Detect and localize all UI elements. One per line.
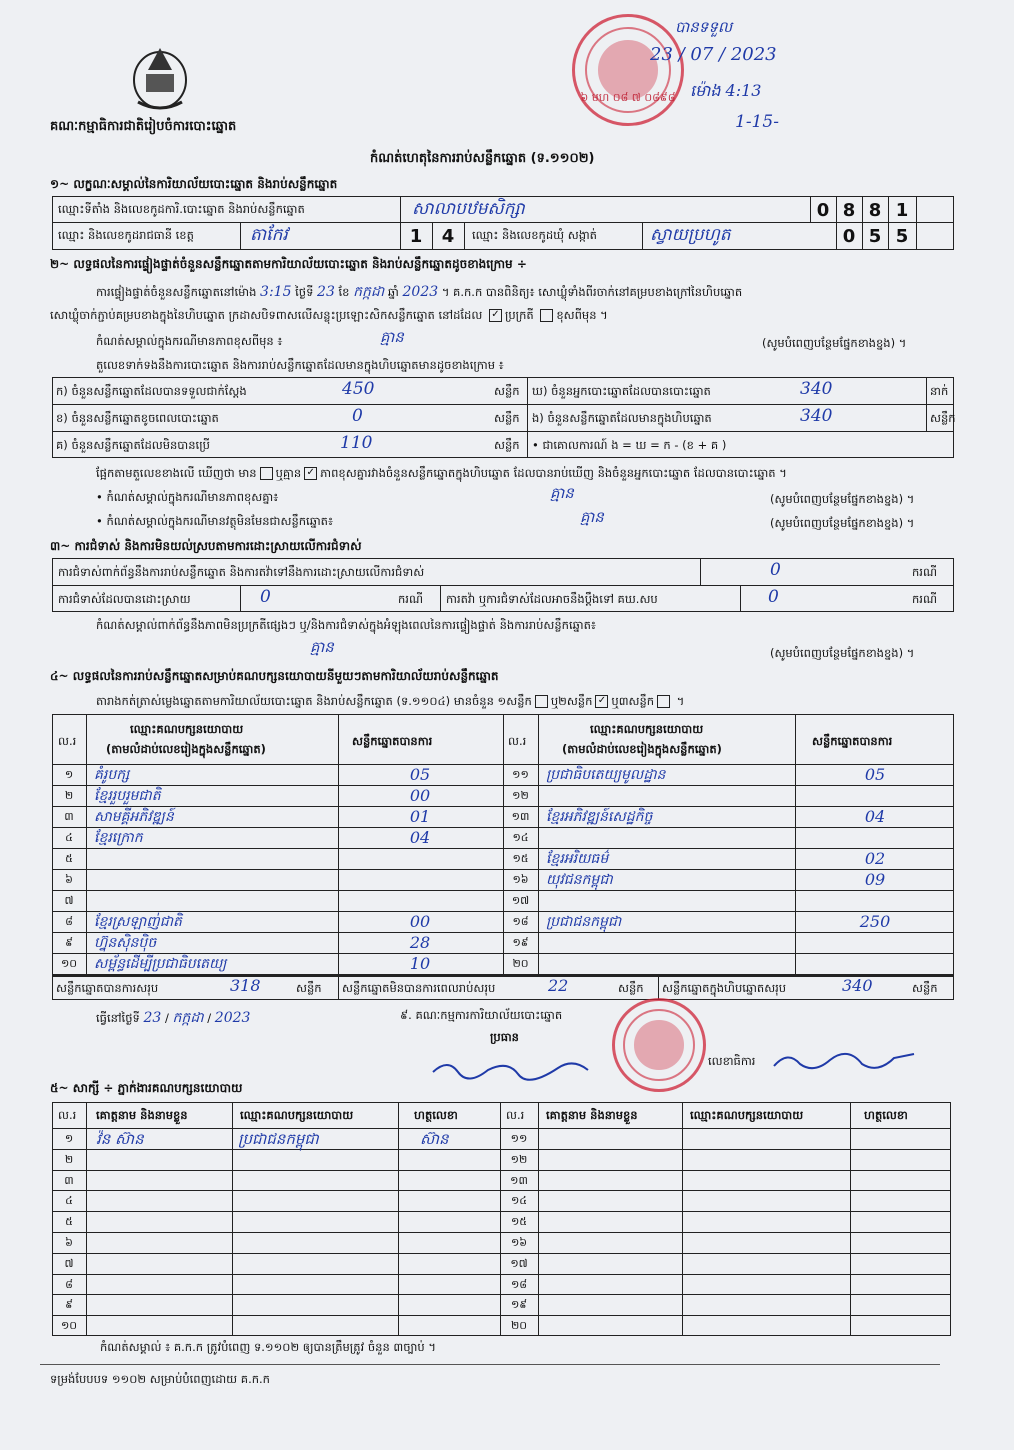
witness-row-number: ៦ — [65, 1236, 73, 1249]
w-col-party: ឈ្មោះគណបក្សនយោបាយ — [240, 1108, 354, 1122]
party-name: យុវជនកម្ពុជា — [546, 872, 613, 888]
people-unit: នាក់ — [930, 384, 949, 398]
row-number: ១៨ — [512, 915, 529, 928]
cases-unit: ករណី — [398, 592, 423, 606]
witness-row-number: ១១ — [510, 1132, 528, 1145]
w-col-sign: ហត្ថលេខា — [414, 1108, 458, 1122]
party-votes: 28 — [409, 933, 431, 952]
party-name: ខ្មែរអរិយធម៌ — [546, 851, 609, 867]
province-label: ឈ្មោះ និងលេខកូដរាជធានី ខេត្ត — [58, 228, 194, 242]
chair-signature-icon — [428, 1050, 598, 1090]
unit-label: សន្លឹក — [930, 411, 956, 425]
col-party-header: ឈ្មោះគណបក្សនយោបាយ — [590, 722, 704, 736]
objections-label: ការជំទាស់ពាក់ព័ន្ធនឹងការរាប់សន្លឹកឆ្នោត និងការតវ៉ាទៅនឹងការដោះស្រាយលើការជំទាស់ — [58, 565, 425, 579]
result-intro: តួលេខទាក់ទងនឹងការបោះឆ្នោត និងការរាប់សន្លឹកឆ្នោតដែលមានក្នុងហិបឆ្នោតមានដូចខាងក្រោម ៖ — [96, 358, 504, 372]
official-stamp: ៦ មហ ០៨ ៧ ០៨៩៨ — [572, 14, 684, 126]
row-number: ១៣ — [511, 810, 530, 823]
same-checkbox[interactable]: ✓ — [489, 309, 502, 322]
verify-line2: សោឃ្លុំចាក់ភ្ជាប់គម្របខាងក្នុងនៃហិបឆ្នោត ក្រដាសបិទពាសលើសន្លុះប្រឡោះសិកសន្លឹកឆ្នោត នៅដដែល ✓ ប្រក្រតី ខុសពីមុន ។ — [50, 308, 608, 322]
party-name: សាមគ្គីអភិវឌ្ឍន៍ — [94, 809, 174, 825]
totals-row — [52, 976, 954, 1000]
party-name: ខ្មែរក្រោក — [94, 830, 143, 846]
station-code-digit: 0 — [816, 200, 830, 221]
row-number: ១៦ — [512, 873, 529, 886]
row-number: ១៩ — [512, 936, 529, 949]
tally-sheet-count: តារាងកត់ត្រាស់ម្លេងឆ្នោតតាមការិយាល័យបោះឆ្នោត និងរាប់សន្លឹកឆ្នោត (ទ.១១០៤) មានចំនួន ១សន្លឹក ឬ២សន្លឹក ✓ ឬ៣សន្លឹក ។ — [96, 694, 685, 708]
unit-label: សន្លឹក — [494, 411, 520, 425]
w-col-no: ល.រ — [58, 1108, 77, 1122]
station-code-digit: 8 — [842, 200, 856, 221]
party-votes: 10 — [409, 954, 431, 973]
received-note: បានទទួល — [675, 18, 733, 36]
witness-row-number: ៧ — [64, 1257, 74, 1270]
irregularity-note-value: គ្មាន — [310, 638, 334, 656]
three-sheets-checkbox[interactable] — [657, 695, 670, 708]
discrepancy-yes-checkbox[interactable] — [260, 467, 273, 480]
received-time: ម៉ោង 4:13 — [690, 81, 762, 100]
commune-label: ឈ្មោះ និងលេខកូដឃុំ សង្កាត់ — [472, 228, 597, 242]
row-number: ១០ — [60, 957, 78, 970]
station-code-digit: 1 — [895, 200, 909, 221]
witness-row-number: ១២ — [510, 1153, 528, 1166]
row-number: ៧ — [64, 894, 74, 907]
verify-time: 3:15 — [260, 284, 292, 300]
received-signature: 1-15- — [735, 112, 779, 132]
note3-label: • កំណត់សម្គាល់ក្នុងករណីមានវត្ថុមិនមែនជាសន្លឹកឆ្នោត៖ — [96, 514, 334, 528]
verify-day: 23 — [317, 284, 335, 300]
witness-row-number: ១០ — [60, 1319, 78, 1332]
form-note: ទម្រង់បែបបទ ១១០២ សម្រាប់បំពេញដោយ គ.ក.ក — [50, 1372, 270, 1386]
witness1-name: វ៉ន ស៊ាន — [96, 1130, 144, 1148]
row-number: ១១ — [512, 768, 529, 781]
verify-year: 2023 — [402, 284, 439, 300]
section3-title: ៣~ ការជំទាស់ និងការមិនយល់ស្របតាមការដោះស្រាយលើការជំទាស់ — [50, 539, 362, 553]
row-number: ១៤ — [512, 831, 529, 844]
w-col-name: គោត្តនាម និងនាមខ្លួន — [96, 1108, 188, 1122]
fill-more-note: (សូមបំពេញបន្ថែមផ្នែកខាងខ្នង) ។ — [762, 336, 907, 350]
box-ballots-label: ង) ចំនួនសន្លឹកឆ្នោតដែលមានក្នុងហិបឆ្នោត — [532, 411, 712, 425]
row-number: ១២ — [512, 789, 529, 802]
witness-row-number: ១៦ — [510, 1236, 528, 1249]
party-name: គំរូបក្ស — [94, 767, 130, 783]
row-number: ៥ — [65, 852, 73, 865]
col-votes-header: សន្លឹកឆ្នោតបានការ — [812, 734, 893, 748]
committee-label: ៩. គណៈកម្មការការិយាល័យបោះឆ្នោត — [400, 1008, 563, 1022]
fill-more-note: (សូមបំពេញបន្ថែមផ្នែកខាងខ្នង) ។ — [770, 646, 915, 660]
witness-row-number: ១៩ — [510, 1298, 528, 1311]
party-name: ខ្មែរស្រឡាញ់ជាតិ — [94, 914, 182, 930]
party-name: ប្រជាធិបតេយ្យមូលដ្ឋាន — [546, 767, 666, 783]
witness-row-number: ១៣ — [510, 1174, 528, 1187]
resolved-value: 0 — [260, 587, 271, 607]
voters-value: 340 — [800, 379, 833, 399]
row-number: ៨ — [65, 915, 73, 928]
witness-row-number: ២ — [64, 1153, 74, 1166]
section2-title: ២~ លទ្ធផលនៃការផ្ទៀងផ្ទាត់ចំនួនសន្លឹកឆ្នោតតាមការិយាល័យបោះឆ្នោត និងរាប់សន្លឹកឆ្នោតដូចខាងក្រោម ÷ — [50, 257, 527, 271]
party-votes: 04 — [409, 828, 431, 847]
party-votes: 09 — [864, 870, 886, 889]
party-name: ខ្មែររួបរួមជាតិ — [94, 788, 161, 804]
commune-code-digit: 5 — [868, 226, 882, 247]
commune-value: ស្វាយប្រហូត — [650, 225, 731, 245]
received-ballots-label: ក) ចំនួនសន្លឹកឆ្នោតដែលបានទទួលជាក់ស្តែង — [56, 384, 247, 398]
province-value: តាកែវ — [250, 225, 288, 245]
formula-note: • ជាគោលការណ៍ ង = ឃ = ក - (ខ + គ ) — [532, 438, 727, 452]
note1-label: កំណត់សម្គាល់ក្នុងករណីមានភាពខុសពីមុន ៖ — [96, 334, 283, 348]
chair-label: ប្រធាន — [490, 1030, 519, 1044]
w-col-sign: ហត្ថលេខា — [864, 1108, 908, 1122]
box-total-label: សន្លឹកឆ្នោតក្នុងហិបឆ្នោតសរុប — [662, 981, 787, 995]
party-votes: 05 — [864, 765, 886, 784]
station-name-value: សាលាបឋមសិក្សា — [412, 199, 525, 219]
commune-code-digit: 0 — [842, 226, 856, 247]
party-votes: 04 — [864, 807, 886, 826]
one-sheet-checkbox[interactable] — [535, 695, 548, 708]
commune-code-digit: 5 — [895, 226, 909, 247]
objections-value: 0 — [770, 560, 781, 580]
received-ballots-value: 450 — [342, 379, 375, 399]
org-name: គណៈកម្មាធិការជាតិរៀបចំការបោះឆ្នោត — [50, 119, 237, 134]
party-votes: 00 — [409, 912, 431, 931]
party-votes: 250 — [859, 912, 891, 931]
invalid-total-value: 22 — [548, 976, 569, 995]
doc-title: កំណត់ហេតុនៃការរាប់សន្លឹកឆ្នោត (ទ.១១០២) — [370, 151, 595, 166]
party-votes: 01 — [409, 807, 431, 826]
station-name-label: ឈ្មោះទីតាំង និងលេខកូដការិ.បោះឆ្នោត និងរាប់សន្លឹកឆ្នោត — [58, 202, 305, 216]
row-number: ៤ — [65, 831, 73, 844]
row-number: ១៧ — [511, 894, 530, 907]
unit-label: សន្លឹក — [494, 438, 520, 452]
party-name: ប្រជាជនកម្ពុជា — [546, 914, 622, 930]
committee-stamp — [612, 998, 706, 1092]
unit-label: សន្លឹក — [618, 981, 644, 995]
unused-ballots-label: គ) ចំនួនសន្លឹកឆ្នោតដែលមិនបានប្រើ — [56, 438, 210, 452]
witness1-party: ប្រជាជនកម្ពុជា — [238, 1130, 319, 1148]
col-no-header: ល.រ — [508, 734, 527, 748]
witness-row-number: ១៥ — [510, 1215, 528, 1228]
section1-title: ១~ លក្ខណៈសម្គាល់នៃការិយាល័យបោះឆ្នោត និងរាប់សន្លឹកឆ្នោត — [50, 177, 338, 191]
irregularity-note-label: កំណត់សម្គាល់ពាក់ព័ន្ធនឹងភាពមិនប្រក្រតីផ្សេងៗ ឬ/និងការជំទាស់ក្នុងអំឡុងពេលនៃការផ្ទៀងផ្ទាត់ និងការរាប់សន្លឹកឆ្នោត៖ — [96, 618, 596, 632]
discrepancy-check: ផ្អែកតាមតួលេខខាងលើ ឃើញថា មាន ឬគ្មាន ✓ ភាពខុសគ្នារវាងចំនួនសន្លឹកឆ្នោតក្នុងហិបឆ្នោត ដែលបានរាប់ឃើញ និងចំនួនអ្នកបោះឆ្នោត ដែលបានបោះឆ្នោត ។ — [96, 466, 787, 480]
cases-unit: ករណី — [912, 592, 937, 606]
witness-row-number: ៥ — [65, 1215, 73, 1228]
box-ballots-value: 340 — [800, 406, 833, 426]
verify-line1: ការផ្ទៀងផ្ទាត់ចំនួនសន្លឹកឆ្នោតនៅម៉ោង 3:15 ថ្ងៃទី 23 ខែ កក្កដា ឆ្នាំ 2023 ។ គ.ក.ក បានពិនិត្យ៖ សោឃ្លុំទាំងពីរចាក់នៅគម្របខាងក្រៅនៃហិបឆ្នោត — [96, 284, 743, 300]
unit-label: សន្លឹក — [296, 981, 322, 995]
invalid-total-label: សន្លឹកឆ្នោតមិនបានការពេលរាប់សរុប — [342, 981, 496, 995]
col-no-header: ល.រ — [58, 734, 77, 748]
witness-row-number: ៨ — [65, 1278, 73, 1291]
spoiled-ballots-label: ខ) ចំនួនសន្លឹកឆ្នោតខូចពេលបោះឆ្នោត — [56, 411, 219, 425]
footer-note: កំណត់សម្គាល់ ៖ គ.ក.ក ត្រូវបំពេញ ទ.១១០២ ឲ្យបានត្រឹមត្រូវ ចំនួន ៣ច្បាប់ ។ — [100, 1340, 436, 1354]
witness-row-number: ១៧ — [510, 1257, 528, 1270]
row-number: ៩ — [65, 936, 73, 949]
unit-label: សន្លឹក — [494, 384, 520, 398]
received-date: 23 / 07 / 2023 — [650, 44, 777, 65]
section5-title: ៥~ សាក្សី ÷ ភ្នាក់ងារគណបក្សនយោបាយ — [50, 1081, 243, 1095]
row-number: ២០ — [512, 957, 529, 970]
row-number: ១៥ — [512, 852, 529, 865]
nec-emblem-icon — [128, 40, 192, 112]
note2-label: • កំណត់សម្គាល់ក្នុងករណីមានភាពខុសគ្នា៖ — [96, 490, 279, 504]
row-number: ២ — [64, 789, 74, 802]
party-name: ខ្មែរអភិវឌ្ឍន៍សេដ្ឋកិច្ច — [546, 809, 653, 825]
col-party-header: ឈ្មោះគណបក្សនយោបាយ — [130, 722, 244, 736]
province-code-digit: 1 — [409, 226, 423, 247]
row-number: ៦ — [65, 873, 73, 886]
made-on-line: ធ្វើនៅថ្ងៃទី 23 / កក្កដា / 2023 — [96, 1010, 251, 1026]
witness-row-number: ២០ — [510, 1319, 528, 1332]
appeal-label: ការតវ៉ា ឬការជំទាស់ដែលអាចនឹងប្តឹងទៅ គឃ.សប — [446, 592, 658, 606]
col-votes-header: សន្លឹកឆ្នោតបានការ — [352, 734, 433, 748]
col-party-subheader: (តាមលំដាប់លេខរៀងក្នុងសន្លឹកឆ្នោត) — [106, 742, 266, 756]
section4-title: ៤~ លទ្ធផលនៃការរាប់សន្លឹកឆ្នោតសម្រាប់គណបក្សនយោបាយនីមួយៗតាមការិយាល័យរាប់សន្លឹកឆ្នោត — [50, 669, 499, 683]
col-party-subheader: (តាមលំដាប់លេខរៀងក្នុងសន្លឹកឆ្នោត) — [562, 742, 722, 756]
valid-total-label: សន្លឹកឆ្នោតបានការសរុប — [56, 981, 159, 995]
note2-value: គ្មាន — [550, 484, 574, 502]
unused-ballots-value: 110 — [340, 433, 373, 453]
valid-total-value: 318 — [230, 976, 261, 995]
w-col-no: ល.រ — [506, 1108, 525, 1122]
station-code-digit: 8 — [868, 200, 882, 221]
w-col-party: ឈ្មោះគណបក្សនយោបាយ — [690, 1108, 804, 1122]
diff-checkbox[interactable] — [540, 309, 553, 322]
fill-more-note: (សូមបំពេញបន្ថែមផ្នែកខាងខ្នង) ។ — [770, 516, 915, 530]
row-number: ៣ — [64, 810, 74, 823]
resolved-label: ការជំទាស់ដែលបានដោះស្រាយ — [58, 592, 191, 606]
row-number: ១ — [64, 768, 74, 781]
verify-month: កក្កដា — [353, 284, 385, 300]
witness-row-number: ៤ — [65, 1194, 73, 1207]
appeal-value: 0 — [768, 587, 779, 607]
party-name: សម្ព័ន្ធដើម្បីប្រជាធិបតេយ្យ — [94, 956, 227, 972]
fill-more-note: (សូមបំពេញបន្ថែមផ្នែកខាងខ្នង) ។ — [770, 492, 915, 506]
party-name: ហ្វ៊ុនស៊ិនប៉ិច — [94, 935, 157, 951]
note1-value: គ្មាន — [380, 328, 404, 346]
witness-row-number: ១ — [64, 1132, 74, 1145]
witness-row-number: ១៨ — [510, 1278, 528, 1291]
province-code-digit: 4 — [441, 226, 455, 247]
cases-unit: ករណី — [912, 565, 937, 579]
box-total-value: 340 — [842, 976, 873, 995]
two-sheets-checkbox[interactable]: ✓ — [595, 695, 608, 708]
witness-row-number: ៩ — [65, 1298, 73, 1311]
party-votes: 00 — [409, 786, 431, 805]
witness-row-number: ១៤ — [510, 1194, 528, 1207]
witness-row-number: ៣ — [64, 1174, 74, 1187]
voters-label: ឃ) ចំនួនអ្នកបោះឆ្នោតដែលបានបោះឆ្នោត — [532, 384, 711, 398]
discrepancy-no-checkbox[interactable]: ✓ — [304, 467, 317, 480]
secretary-signature-icon — [770, 1040, 920, 1080]
unit-label: សន្លឹក — [912, 981, 938, 995]
spoiled-ballots-value: 0 — [352, 406, 363, 426]
witness1-signature: ស៊ាន — [420, 1130, 449, 1148]
note3-value: គ្មាន — [580, 508, 604, 526]
party-votes: 05 — [409, 765, 431, 784]
w-col-name: គោត្តនាម និងនាមខ្លួន — [546, 1108, 638, 1122]
secretary-label: លេខាធិការ — [708, 1054, 756, 1068]
party-votes: 02 — [864, 849, 886, 868]
